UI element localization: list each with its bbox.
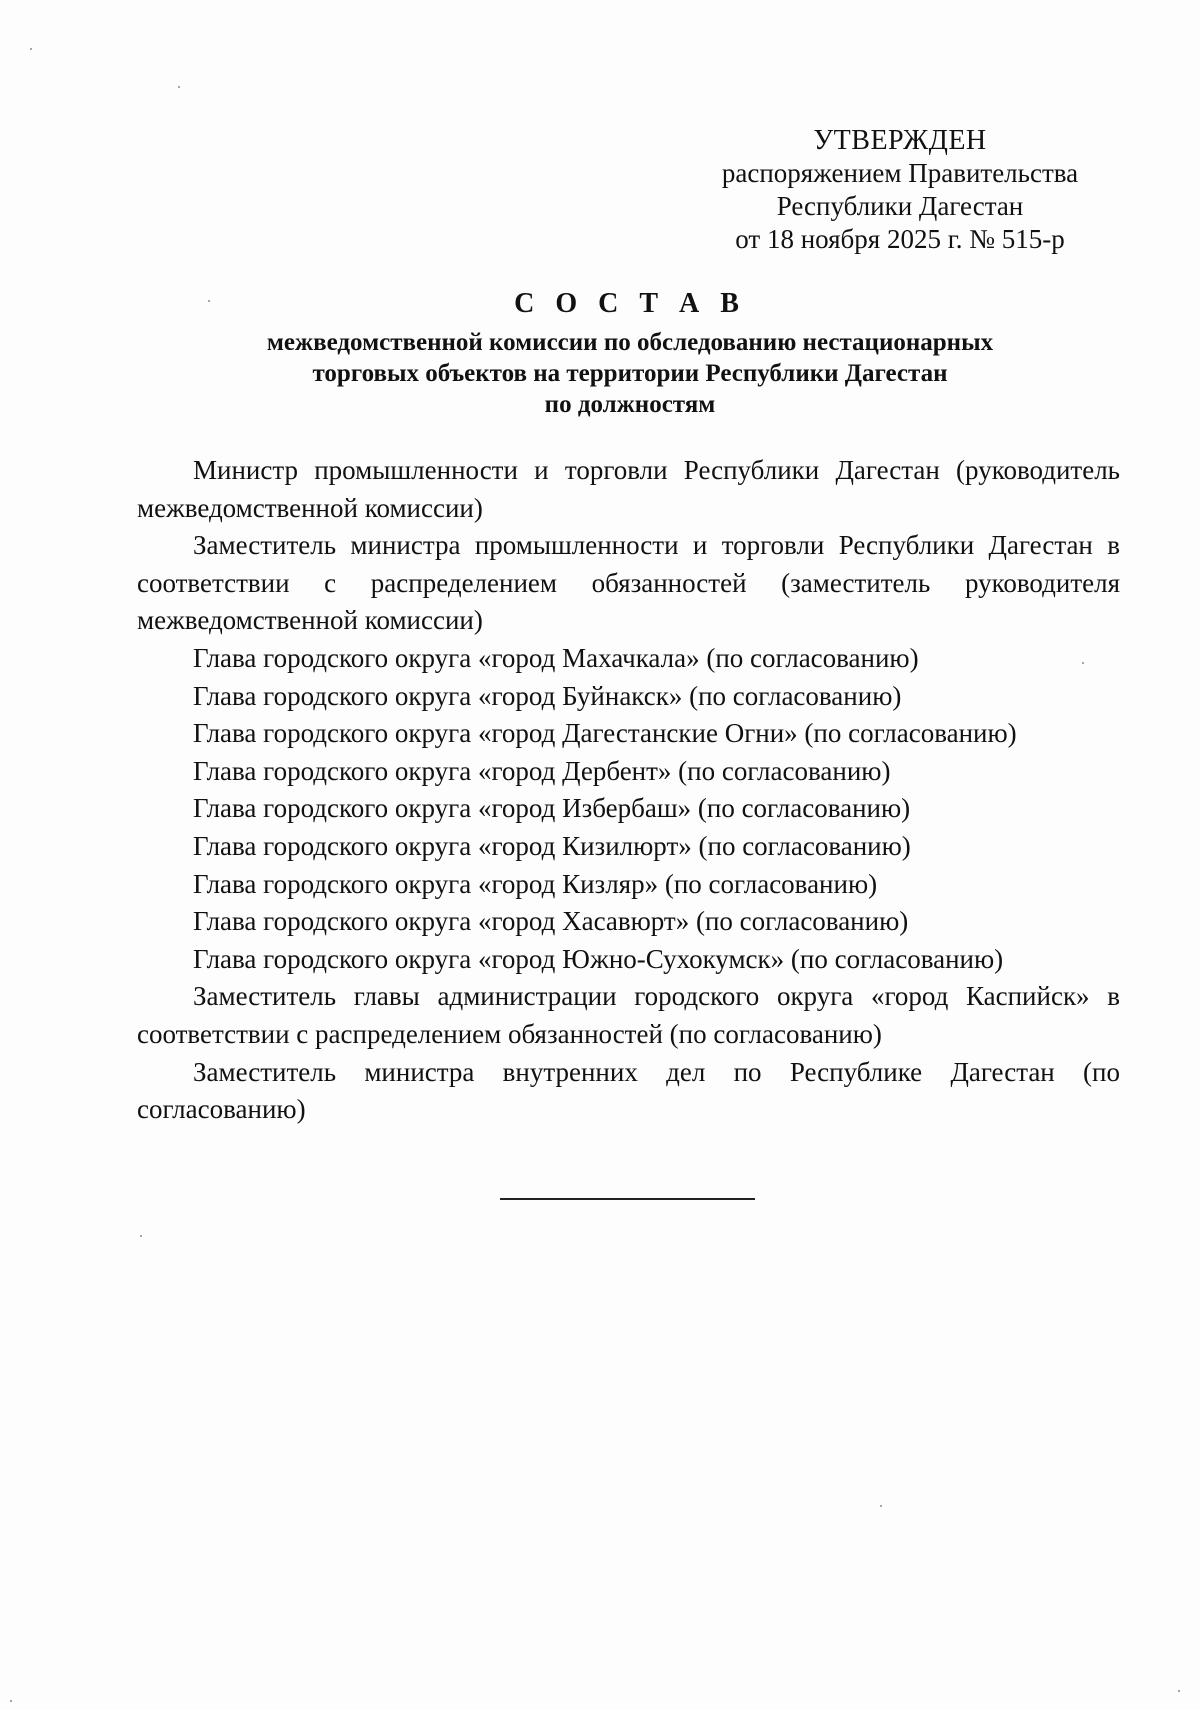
document-subtitle-line-1: межведомственной комиссии по обследованию нестационарных — [266, 329, 994, 356]
scan-speck — [880, 1505, 882, 1507]
approval-line-1: распоряжением Правительства — [721, 158, 1079, 188]
scan-speck — [10, 1700, 12, 1702]
document-heading — [130, 287, 1130, 420]
document-subtitle-line-3: по должностям — [544, 391, 716, 418]
scan-speck — [178, 86, 180, 88]
member-item: Глава городского округа «город Кизилюрт» (по согласованию) — [193, 830, 911, 861]
member-item: Заместитель главы администрации городского округа «город Каспийск» в соответствии с распределением обязанностей (по согласованию) — [137, 981, 1120, 1049]
approval-status: УТВЕРЖДЕН — [813, 125, 987, 156]
member-item: Глава городского округа «город Южно-Сухокумск» (по согласованию) — [193, 943, 1004, 974]
scan-speck — [208, 300, 210, 302]
member-item: Глава городского округа «город Махачкала» (по согласованию) — [193, 642, 919, 673]
scan-speck — [30, 48, 32, 50]
member-item: Глава городского округа «город Избербаш» (по согласованию) — [193, 793, 911, 824]
document-subtitle-line-2: торговых объектов на территории Республики Дагестан — [312, 360, 948, 387]
document-title: С О С Т А В — [514, 288, 746, 319]
member-item: Глава городского округа «город Хасавюрт» (по согласованию) — [193, 906, 909, 937]
scan-speck — [1082, 662, 1084, 664]
approval-line-2: Республики Дагестан — [776, 191, 1024, 221]
member-item: Заместитель министра внутренних дел по Республике Дагестан (по согласованию) — [137, 1056, 1120, 1125]
scan-speck — [140, 1235, 142, 1237]
member-item: Глава городского округа «город Буйнакск» (по согласованию) — [193, 680, 902, 711]
member-item: Глава городского округа «город Дербент» (по согласованию) — [193, 755, 891, 786]
approval-line-3: от 18 ноября 2025 г. № 515-р — [735, 224, 1065, 254]
member-item: Министр промышленности и торговли Республики Дагестан (руководитель межведомственной комиссии) — [137, 455, 1120, 523]
scan-speck — [1178, 1690, 1180, 1692]
approval-stamp — [690, 124, 1110, 256]
member-item: Заместитель министра промышленности и торговли Республики Дагестан в соответствии с распределением обязанностей (заместитель руководителя межведомственной комиссии) — [137, 530, 1120, 636]
member-item: Глава городского округа «город Дагестанские Огни» (по согласованию) — [193, 718, 1017, 749]
commission-members-list — [137, 452, 1120, 1129]
member-item: Глава городского округа «город Кизляр» (по согласованию) — [193, 868, 878, 899]
closing-separator-line — [500, 1198, 755, 1200]
